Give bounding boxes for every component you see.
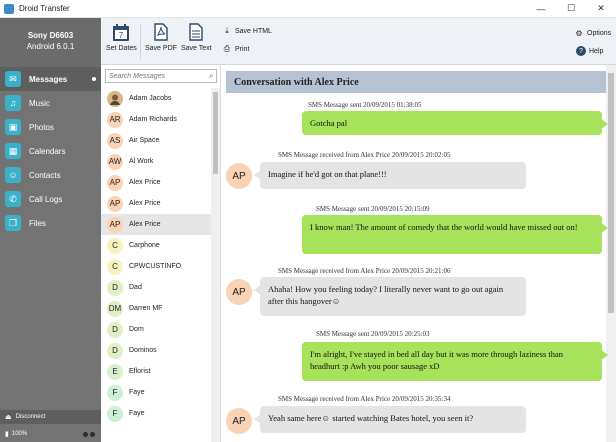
contact-row[interactable] (101, 109, 211, 130)
maximize-button[interactable]: ☐ (566, 3, 576, 13)
sidebar-item-label: Calendars (29, 146, 66, 156)
contact-avatar: AS (107, 133, 123, 149)
title-bar (0, 0, 616, 18)
message-timestamp: SMS Message sent 20/09/2015 01:38:05 (308, 101, 422, 109)
toolbar (101, 18, 616, 65)
contact-avatar: D (107, 343, 123, 359)
contact-list-panel (101, 65, 221, 442)
sidebar-item-contacts[interactable] (0, 163, 101, 187)
sidebar-item-calendars[interactable] (0, 139, 101, 163)
pdf-icon (152, 22, 170, 42)
save-html-button[interactable] (222, 26, 272, 36)
contact-row[interactable] (101, 277, 211, 298)
device-name: Sony D6603 (27, 31, 74, 40)
active-indicator (92, 77, 96, 81)
sender-avatar: AP (226, 163, 252, 189)
status-dots (83, 432, 95, 437)
sidebar-item-music[interactable] (0, 91, 101, 115)
text-file-icon (187, 22, 205, 42)
contact-name: Adam Richards (129, 116, 177, 123)
files-icon: ❐ (5, 215, 21, 231)
search-box[interactable] (105, 69, 217, 83)
contact-name: Alex Price (129, 200, 161, 207)
print-button[interactable] (222, 44, 249, 54)
print-label: Print (235, 45, 250, 53)
gear-icon: ⚙ (575, 28, 583, 38)
message-timestamp: SMS Message received from Alex Price 20/09/2015 20:35:34 (278, 395, 451, 403)
contacts-icon: ☺ (5, 167, 21, 183)
conversation-panel (222, 65, 616, 442)
svg-text:7: 7 (119, 30, 124, 40)
scrollbar-thumb[interactable] (213, 92, 218, 174)
device-os: Android 6.0.1 (26, 42, 75, 51)
contact-row[interactable] (101, 382, 211, 403)
message-timestamp: SMS Message sent 20/09/2015 20:15:09 (316, 205, 430, 213)
contact-avatar: D (107, 322, 123, 338)
received-message-bubble: Ahaha! How you feeling today? I literally never want to go out again after this hangover☺ (260, 277, 526, 316)
sidebar-item-label: Photos (29, 122, 54, 132)
contact-name: Faye (129, 410, 145, 417)
contact-row[interactable] (101, 298, 211, 319)
contact-row[interactable] (101, 235, 211, 256)
sidebar-item-photos[interactable] (0, 115, 101, 139)
contact-name: Alex Price (129, 179, 161, 186)
contact-name: Dad (129, 284, 142, 291)
contact-name: Adam Jacobs (129, 95, 172, 102)
help-icon: ? (576, 46, 586, 56)
contact-list-scrollbar[interactable] (211, 88, 220, 442)
contact-avatar: AW (107, 154, 123, 170)
scrollbar-thumb[interactable] (608, 73, 614, 313)
save-html-label: Save HTML (235, 27, 272, 35)
sender-avatar: AP (226, 408, 252, 434)
disconnect-icon: ⏏ (5, 414, 12, 421)
contact-row[interactable] (101, 319, 211, 340)
battery-level: 100% (11, 431, 28, 437)
toolbar-separator (140, 24, 141, 60)
disconnect-button[interactable] (0, 410, 101, 424)
contact-avatar: AR (107, 112, 123, 128)
contact-row[interactable] (101, 256, 211, 277)
contact-row[interactable] (101, 88, 211, 109)
contact-name: CPWCUSTINFO (129, 263, 182, 270)
contact-avatar: AP (107, 196, 123, 212)
contact-row[interactable] (101, 193, 211, 214)
save-pdf-button[interactable] (145, 22, 177, 52)
sidebar-nav (0, 67, 101, 235)
contact-name: Carphone (129, 242, 160, 249)
sidebar (0, 18, 101, 442)
sent-message-bubble: I'm alright, I've stayed in bed all day but it was more through laziness than headhurt :p Awh you poor sausage xD (302, 342, 602, 381)
message-timestamp: SMS Message sent 20/09/2015 20:25:03 (316, 330, 430, 338)
sidebar-item-messages[interactable] (0, 67, 101, 91)
messages-icon: ✉ (5, 71, 21, 87)
contact-name: Eflorist (129, 368, 151, 375)
contact-row[interactable] (101, 151, 211, 172)
contact-row[interactable] (101, 361, 211, 382)
contact-avatar: AP (107, 217, 123, 233)
contact-name: Al Work (129, 158, 154, 165)
help-label: Help (589, 47, 604, 55)
sidebar-item-label: Messages (29, 74, 68, 84)
contact-row[interactable] (101, 340, 211, 361)
set-dates-button[interactable] (106, 22, 137, 52)
phone-icon: ✆ (5, 191, 21, 207)
contact-row[interactable] (101, 130, 211, 151)
contact-avatar: F (107, 385, 123, 401)
disconnect-label: Disconnect (15, 414, 46, 420)
battery-icon: ▮ (5, 431, 9, 438)
sidebar-item-call-logs[interactable] (0, 187, 101, 211)
options-label: Options (587, 29, 612, 37)
device-info (0, 18, 101, 67)
contact-name: Dom (129, 326, 144, 333)
music-icon: ♫ (5, 95, 21, 111)
calendar-icon: ▦ (5, 143, 21, 159)
save-text-button[interactable] (181, 22, 212, 52)
close-button[interactable]: ✕ (597, 3, 605, 13)
contact-name: Alex Price (129, 221, 161, 228)
sidebar-item-label: Call Logs (29, 194, 63, 204)
window-controls (526, 0, 616, 18)
contact-list (101, 88, 211, 424)
printer-icon: ⎙ (223, 44, 231, 53)
search-icon[interactable]: ⌕ (208, 71, 213, 80)
contact-row[interactable] (101, 172, 211, 193)
save-text-label: Save Text (181, 45, 212, 52)
battery-status (0, 426, 101, 442)
set-dates-label: Set Dates (106, 45, 137, 52)
search-input[interactable] (109, 73, 205, 80)
contact-name: Darren MF (129, 305, 163, 312)
message-timestamp: SMS Message received from Alex Price 20/09/2015 20:21:06 (278, 267, 451, 275)
conversation-title: Conversation with Alex Price (226, 71, 606, 93)
sent-message-bubble: Gotcha pal (302, 111, 602, 135)
contact-name: Faye (129, 389, 145, 396)
contact-avatar: C (107, 259, 123, 275)
sidebar-item-files[interactable] (0, 211, 101, 235)
sent-message-bubble: I know man! The amount of comedy that the world would have missed out on! (302, 215, 602, 254)
contact-avatar: E (107, 364, 123, 380)
contact-row[interactable] (101, 403, 211, 424)
download-icon: ⤓ (225, 26, 229, 35)
help-button[interactable] (576, 46, 603, 56)
window-title: Droid Transfer (19, 4, 70, 13)
message-timestamp: SMS Message received from Alex Price 20/09/2015 20:02:05 (278, 151, 451, 159)
contact-avatar: AP (107, 175, 123, 191)
save-pdf-label: Save PDF (145, 45, 177, 52)
minimize-button[interactable]: — (536, 3, 546, 14)
calendar-icon (112, 22, 130, 42)
sender-avatar: AP (226, 279, 252, 305)
contact-avatar: C (107, 238, 123, 254)
sidebar-item-label: Contacts (29, 170, 61, 180)
contact-name: Air Space (129, 137, 160, 144)
contact-name: Dominos (129, 347, 157, 354)
contact-avatar: D (107, 280, 123, 296)
contact-avatar (107, 91, 123, 107)
sidebar-item-label: Files (29, 218, 46, 228)
contact-row[interactable] (101, 214, 211, 235)
photos-icon: ▣ (5, 119, 21, 135)
contact-avatar: F (107, 406, 123, 422)
received-message-bubble: Imagine if he'd got on that plane!!! (260, 162, 526, 189)
received-message-bubble: Yeah same here☺ started watching Bates hotel, you seen it? (260, 406, 526, 433)
options-button[interactable] (574, 28, 611, 38)
contact-avatar: DM (107, 301, 123, 317)
sidebar-item-label: Music (29, 98, 50, 108)
app-icon (4, 4, 14, 14)
